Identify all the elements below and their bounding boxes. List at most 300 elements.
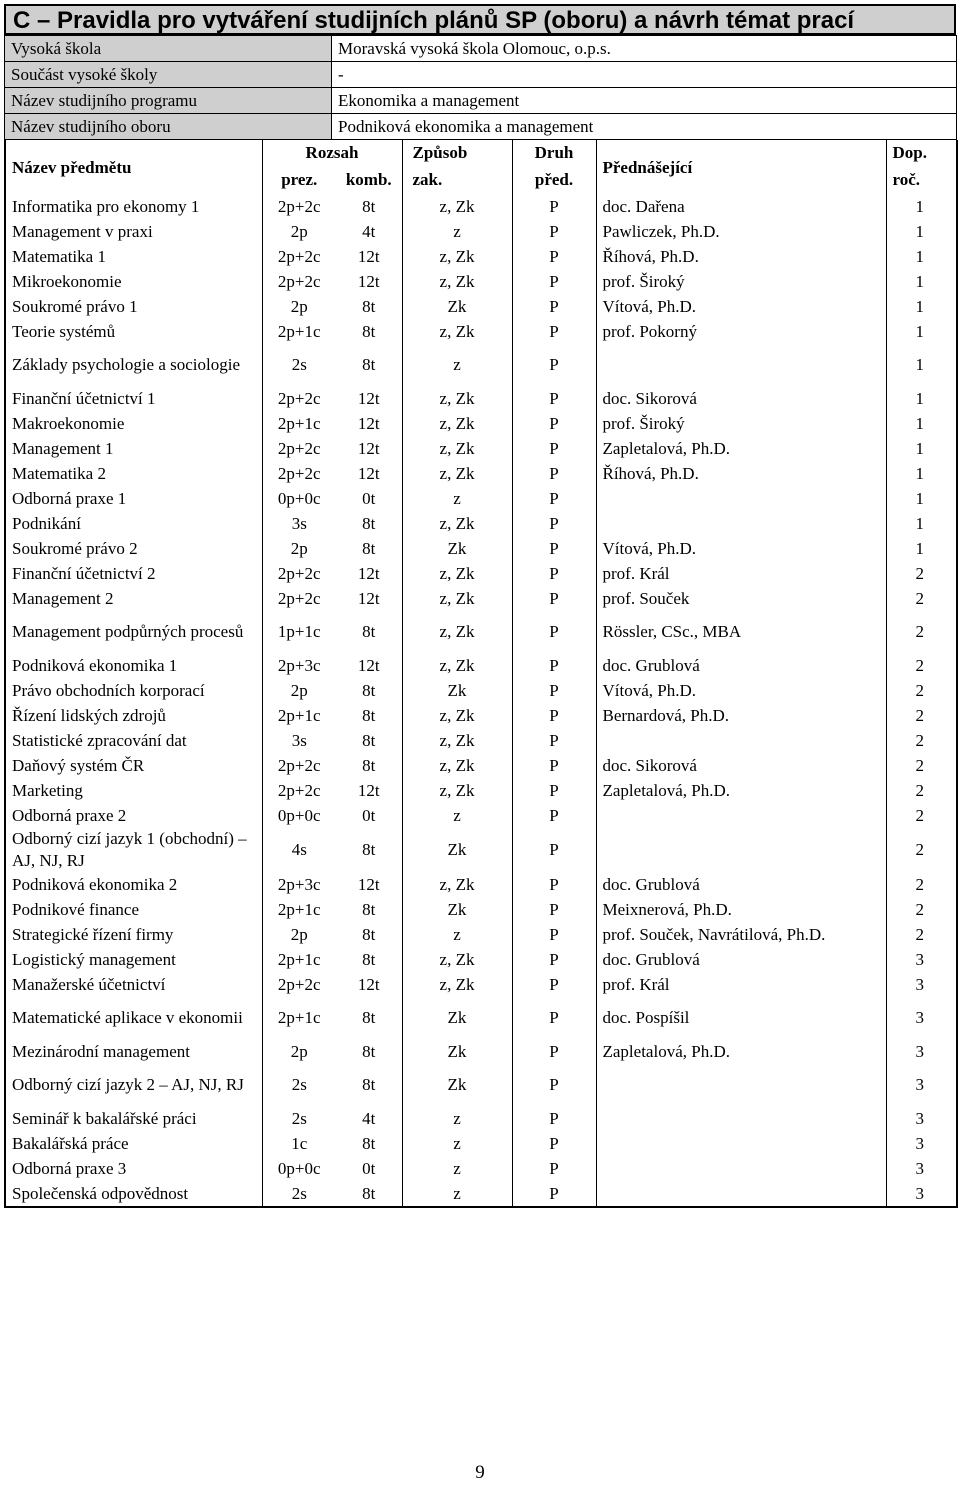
- subject-scope-combined: 12t: [357, 414, 380, 433]
- subject-exam-method: z: [402, 803, 512, 828]
- subject-name: Management v praxi: [12, 222, 153, 241]
- subject-lecturer: Vítová, Ph.D.: [596, 536, 886, 561]
- subject-type: P: [512, 586, 596, 611]
- subject-scope-lecture: 2p+2c: [262, 269, 336, 294]
- header-scope: Rozsah: [262, 140, 402, 165]
- subject-lecturer: prof. Souček: [596, 586, 886, 611]
- subject-scope-combined: 8t: [362, 756, 376, 775]
- subject-scope-combined: 8t: [362, 1184, 376, 1203]
- subject-year: 1: [886, 269, 957, 294]
- subject-year: 1: [886, 411, 957, 436]
- header-subject: Název předmětu: [5, 140, 262, 194]
- subject-type: P: [512, 269, 596, 294]
- subject-scope-combined: 12t: [357, 781, 380, 800]
- subject-name: Bakalářská práce: [12, 1134, 129, 1153]
- subject-exam-method: z: [402, 922, 512, 947]
- table-row: [5, 511, 957, 536]
- subject-name: Mikroekonomie: [12, 272, 122, 291]
- subject-scope-lecture: 1c: [262, 1131, 336, 1156]
- subject-year: 2: [886, 586, 957, 611]
- subject-name: Odborná praxe 1: [12, 489, 127, 508]
- subject-scope-combined: 8t: [362, 925, 376, 944]
- table-row: [5, 1106, 957, 1131]
- subject-exam-method: z, Zk: [402, 244, 512, 269]
- subject-type: P: [512, 219, 596, 244]
- subject-type: P: [512, 972, 596, 997]
- subject-scope-lecture: 2p+1c: [262, 947, 336, 972]
- table-row: [5, 678, 957, 703]
- subject-scope-lecture: 2s: [262, 1064, 336, 1106]
- table-row: [5, 997, 957, 1039]
- header-type-1: Druh: [512, 140, 596, 165]
- subject-scope-combined: 8t: [362, 539, 376, 558]
- subject-year: 3: [886, 1039, 957, 1064]
- subject-lecturer: Zapletalová, Ph.D.: [596, 436, 886, 461]
- subject-exam-method: z, Zk: [402, 561, 512, 586]
- subject-exam-method: Zk: [402, 897, 512, 922]
- header-type-2: před.: [512, 165, 596, 194]
- subject-name: Management podpůrných procesů: [12, 622, 244, 641]
- info-value: -: [332, 62, 957, 88]
- info-label: Vysoká škola: [5, 36, 332, 62]
- subject-year: 1: [886, 194, 957, 219]
- subject-scope-lecture: 2p+1c: [262, 997, 336, 1039]
- subject-exam-method: z: [402, 219, 512, 244]
- subject-name: Marketing: [12, 781, 83, 800]
- subject-exam-method: z, Zk: [402, 753, 512, 778]
- subject-lecturer: doc. Grublová: [596, 947, 886, 972]
- subject-scope-lecture: 3s: [262, 511, 336, 536]
- subject-lecturer: [596, 511, 886, 536]
- subject-lecturer: [596, 344, 886, 386]
- subject-type: P: [512, 319, 596, 344]
- subject-name: Odborný cizí jazyk 1 (obchodní) – AJ, NJ, RJ: [12, 829, 247, 870]
- subject-scope-lecture: 2p+2c: [262, 436, 336, 461]
- subject-year: 2: [886, 778, 957, 803]
- program-info-table: [4, 35, 957, 140]
- subject-scope-lecture: 2p: [262, 294, 336, 319]
- subject-name: Daňový systém ČR: [12, 756, 145, 775]
- subject-lecturer: doc. Sikorová: [596, 753, 886, 778]
- table-row: [5, 611, 957, 653]
- subject-name: Řízení lidských zdrojů: [12, 706, 166, 725]
- subject-lecturer: Zapletalová, Ph.D.: [596, 1039, 886, 1064]
- subject-type: P: [512, 244, 596, 269]
- subject-name: Matematika 2: [12, 464, 106, 483]
- subject-year: 1: [886, 344, 957, 386]
- subject-exam-method: z: [402, 1106, 512, 1131]
- header-scope-combined: komb.: [336, 165, 402, 194]
- subject-lecturer: doc. Dařena: [596, 194, 886, 219]
- subject-scope-lecture: 2p+2c: [262, 461, 336, 486]
- table-row: [5, 586, 957, 611]
- table-row: [5, 753, 957, 778]
- subject-exam-method: z: [402, 1131, 512, 1156]
- subject-scope-lecture: 2p+2c: [262, 586, 336, 611]
- subject-scope-lecture: 2p+2c: [262, 778, 336, 803]
- subject-year: 3: [886, 997, 957, 1039]
- table-row: [5, 1064, 957, 1106]
- subject-name: Finanční účetnictví 1: [12, 389, 156, 408]
- subject-scope-combined: 8t: [362, 681, 376, 700]
- subject-year: 1: [886, 511, 957, 536]
- subject-type: P: [512, 1064, 596, 1106]
- subject-type: P: [512, 1106, 596, 1131]
- subject-exam-method: z, Zk: [402, 611, 512, 653]
- info-label: Název studijního programu: [5, 88, 332, 114]
- subject-scope-combined: 12t: [357, 589, 380, 608]
- subject-scope-lecture: 2p+2c: [262, 244, 336, 269]
- subject-scope-lecture: 2p+2c: [262, 972, 336, 997]
- subject-scope-lecture: 2p: [262, 1039, 336, 1064]
- subject-exam-method: z: [402, 486, 512, 511]
- subject-lecturer: Rössler, CSc., MBA: [596, 611, 886, 653]
- subject-type: P: [512, 728, 596, 753]
- subject-lecturer: Říhová, Ph.D.: [596, 244, 886, 269]
- table-row: [5, 561, 957, 586]
- subject-type: P: [512, 1181, 596, 1207]
- subject-scope-combined: 12t: [357, 975, 380, 994]
- subject-year: 2: [886, 703, 957, 728]
- subject-scope-combined: 8t: [362, 900, 376, 919]
- subject-type: P: [512, 872, 596, 897]
- subject-lecturer: Meixnerová, Ph.D.: [596, 897, 886, 922]
- subject-exam-method: z, Zk: [402, 269, 512, 294]
- table-row: [5, 828, 957, 872]
- subject-name: Seminář k bakalářské práci: [12, 1109, 197, 1128]
- subject-scope-combined: 4t: [362, 222, 376, 241]
- subject-name: Právo obchodních korporací: [12, 681, 205, 700]
- subject-scope-combined: 12t: [357, 564, 380, 583]
- subject-lecturer: [596, 1181, 886, 1207]
- subject-exam-method: z: [402, 344, 512, 386]
- subject-exam-method: z, Zk: [402, 411, 512, 436]
- subject-lecturer: Zapletalová, Ph.D.: [596, 778, 886, 803]
- table-row: [5, 1039, 957, 1064]
- table-row: [5, 461, 957, 486]
- subject-year: 1: [886, 319, 957, 344]
- subject-lecturer: [596, 1106, 886, 1131]
- subject-scope-combined: 8t: [362, 731, 376, 750]
- subject-year: 1: [886, 536, 957, 561]
- subject-name: Odborný cizí jazyk 2 – AJ, NJ, RJ: [12, 1075, 244, 1094]
- subject-exam-method: z, Zk: [402, 947, 512, 972]
- table-row: [5, 244, 957, 269]
- subject-scope-lecture: 4s: [262, 828, 336, 872]
- subject-type: P: [512, 386, 596, 411]
- subject-name: Strategické řízení firmy: [12, 925, 174, 944]
- subject-scope-lecture: 2s: [262, 344, 336, 386]
- subject-exam-method: Zk: [402, 1039, 512, 1064]
- subject-year: 3: [886, 972, 957, 997]
- subject-year: 3: [886, 947, 957, 972]
- subject-lecturer: [596, 1131, 886, 1156]
- subject-scope-combined: 8t: [362, 1042, 376, 1061]
- subject-type: P: [512, 947, 596, 972]
- subject-type: P: [512, 344, 596, 386]
- subject-name: Společenská odpovědnost: [12, 1184, 189, 1203]
- subject-exam-method: Zk: [402, 997, 512, 1039]
- info-label: Součást vysoké školy: [5, 62, 332, 88]
- subject-name: Podniková ekonomika 1: [12, 656, 178, 675]
- subject-scope-combined: 12t: [357, 272, 380, 291]
- subject-scope-lecture: 2p+1c: [262, 703, 336, 728]
- info-value: Podniková ekonomika a management: [332, 114, 957, 140]
- subject-year: 2: [886, 922, 957, 947]
- subject-exam-method: Zk: [402, 828, 512, 872]
- section-title: C – Pravidla pro vytváření studijních plánů SP (oboru) a návrh témat prací: [4, 4, 956, 35]
- subject-type: P: [512, 653, 596, 678]
- subject-scope-combined: 0t: [362, 489, 376, 508]
- subject-scope-combined: 8t: [362, 622, 376, 641]
- subject-type: P: [512, 294, 596, 319]
- table-row: [5, 194, 957, 219]
- subject-scope-lecture: 0p+0c: [262, 486, 336, 511]
- subject-lecturer: [596, 1156, 886, 1181]
- subject-lecturer: [596, 803, 886, 828]
- table-row: [5, 897, 957, 922]
- table-row: [5, 922, 957, 947]
- subject-year: 2: [886, 728, 957, 753]
- subject-type: P: [512, 1039, 596, 1064]
- table-row: [5, 436, 957, 461]
- subject-scope-combined: 12t: [357, 875, 380, 894]
- subject-exam-method: z: [402, 1181, 512, 1207]
- subject-scope-combined: 12t: [357, 247, 380, 266]
- table-row: [5, 386, 957, 411]
- subject-exam-method: z, Zk: [402, 778, 512, 803]
- subject-type: P: [512, 194, 596, 219]
- subject-scope-combined: 8t: [362, 706, 376, 725]
- table-row: [5, 319, 957, 344]
- subject-scope-lecture: 2p+2c: [262, 753, 336, 778]
- subject-name: Makroekonomie: [12, 414, 125, 433]
- subject-scope-lecture: 0p+0c: [262, 1156, 336, 1181]
- subject-scope-lecture: 2p: [262, 219, 336, 244]
- subject-type: P: [512, 1131, 596, 1156]
- table-row: [5, 703, 957, 728]
- info-row: [5, 36, 957, 62]
- table-row: [5, 536, 957, 561]
- header-year-2: roč.: [886, 165, 957, 194]
- subject-scope-lecture: 2p+2c: [262, 386, 336, 411]
- subject-scope-lecture: 0p+0c: [262, 803, 336, 828]
- document: [4, 4, 956, 1208]
- subject-exam-method: Zk: [402, 294, 512, 319]
- subject-name: Soukromé právo 1: [12, 297, 138, 316]
- subject-exam-method: z, Zk: [402, 436, 512, 461]
- subject-year: 2: [886, 753, 957, 778]
- subject-scope-combined: 12t: [357, 439, 380, 458]
- subject-lecturer: doc. Grublová: [596, 872, 886, 897]
- table-row: [5, 294, 957, 319]
- subject-lecturer: prof. Široký: [596, 411, 886, 436]
- subject-year: 2: [886, 872, 957, 897]
- subject-scope-combined: 8t: [362, 1008, 376, 1027]
- subject-scope-combined: 8t: [362, 322, 376, 341]
- subject-name: Matematické aplikace v ekonomii: [12, 1008, 243, 1027]
- header-lecturer: Přednášející: [596, 140, 886, 194]
- subject-type: P: [512, 703, 596, 728]
- subjects-table: [4, 140, 958, 1208]
- subject-scope-combined: 8t: [362, 950, 376, 969]
- info-row: [5, 62, 957, 88]
- subject-exam-method: Zk: [402, 536, 512, 561]
- subject-exam-method: z, Zk: [402, 194, 512, 219]
- subject-scope-combined: 4t: [362, 1109, 376, 1128]
- subject-exam-method: z, Zk: [402, 972, 512, 997]
- subject-type: P: [512, 561, 596, 586]
- subject-year: 1: [886, 294, 957, 319]
- subject-scope-combined: 12t: [357, 464, 380, 483]
- subject-scope-combined: 8t: [362, 197, 376, 216]
- subject-type: P: [512, 778, 596, 803]
- table-row: [5, 411, 957, 436]
- subject-scope-combined: 8t: [362, 1075, 376, 1094]
- subject-year: 1: [886, 461, 957, 486]
- subject-name: Finanční účetnictví 2: [12, 564, 156, 583]
- subject-type: P: [512, 411, 596, 436]
- subject-exam-method: z, Zk: [402, 728, 512, 753]
- subject-lecturer: [596, 828, 886, 872]
- table-row: [5, 653, 957, 678]
- subject-year: 2: [886, 561, 957, 586]
- subject-scope-lecture: 2p+3c: [262, 872, 336, 897]
- subject-scope-lecture: 2p+3c: [262, 653, 336, 678]
- subject-name: Základy psychologie a sociologie: [12, 355, 241, 374]
- subject-year: 2: [886, 897, 957, 922]
- subject-lecturer: Vítová, Ph.D.: [596, 678, 886, 703]
- subject-lecturer: [596, 728, 886, 753]
- subject-type: P: [512, 486, 596, 511]
- subject-name: Management 1: [12, 439, 114, 458]
- subject-year: 2: [886, 828, 957, 872]
- table-row: [5, 872, 957, 897]
- subject-lecturer: Vítová, Ph.D.: [596, 294, 886, 319]
- subject-year: 2: [886, 611, 957, 653]
- subject-name: Odborná praxe 2: [12, 806, 127, 825]
- subject-name: Teorie systémů: [12, 322, 116, 341]
- subject-type: P: [512, 1156, 596, 1181]
- subject-scope-combined: 8t: [362, 840, 376, 859]
- info-label: Název studijního oboru: [5, 114, 332, 140]
- subject-scope-lecture: 2s: [262, 1181, 336, 1207]
- subject-exam-method: z, Zk: [402, 511, 512, 536]
- subject-exam-method: z, Zk: [402, 461, 512, 486]
- header-scope-lecture: prez.: [262, 165, 336, 194]
- info-row: [5, 114, 957, 140]
- subject-name: Podnikání: [12, 514, 81, 533]
- subject-year: 2: [886, 653, 957, 678]
- subject-scope-lecture: 2p: [262, 922, 336, 947]
- subject-name: Soukromé právo 2: [12, 539, 138, 558]
- subject-type: P: [512, 678, 596, 703]
- subject-exam-method: z: [402, 1156, 512, 1181]
- table-row: [5, 778, 957, 803]
- subject-exam-method: z, Zk: [402, 586, 512, 611]
- subject-scope-combined: 8t: [362, 355, 376, 374]
- subject-type: P: [512, 461, 596, 486]
- subject-lecturer: [596, 486, 886, 511]
- subject-scope-combined: 0t: [362, 806, 376, 825]
- subject-type: P: [512, 436, 596, 461]
- subject-lecturer: Pawliczek, Ph.D.: [596, 219, 886, 244]
- header-method-2: zak.: [402, 165, 512, 194]
- subject-type: P: [512, 611, 596, 653]
- subject-exam-method: z, Zk: [402, 653, 512, 678]
- subject-scope-lecture: 2s: [262, 1106, 336, 1131]
- table-row: [5, 344, 957, 386]
- subject-scope-lecture: 1p+1c: [262, 611, 336, 653]
- table-row: [5, 972, 957, 997]
- subject-type: P: [512, 511, 596, 536]
- subject-lecturer: prof. Král: [596, 972, 886, 997]
- table-row: [5, 1156, 957, 1181]
- subject-year: 1: [886, 386, 957, 411]
- subject-type: P: [512, 536, 596, 561]
- subject-scope-lecture: 2p+2c: [262, 194, 336, 219]
- subject-scope-combined: 8t: [362, 1134, 376, 1153]
- subject-scope-lecture: 2p+1c: [262, 411, 336, 436]
- header-year-1: Dop.: [886, 140, 957, 165]
- subject-scope-combined: 12t: [357, 656, 380, 675]
- page-number: 9: [475, 1462, 485, 1483]
- subject-type: P: [512, 997, 596, 1039]
- subject-scope-combined: 12t: [357, 389, 380, 408]
- subject-scope-combined: 8t: [362, 297, 376, 316]
- subject-scope-combined: 0t: [362, 1159, 376, 1178]
- subject-scope-lecture: 3s: [262, 728, 336, 753]
- subject-exam-method: z, Zk: [402, 386, 512, 411]
- subject-name: Logistický management: [12, 950, 176, 969]
- subject-type: P: [512, 753, 596, 778]
- subject-lecturer: Bernardová, Ph.D.: [596, 703, 886, 728]
- subject-scope-lecture: 2p+1c: [262, 897, 336, 922]
- subject-year: 3: [886, 1106, 957, 1131]
- subject-exam-method: z, Zk: [402, 703, 512, 728]
- subject-year: 1: [886, 244, 957, 269]
- subject-lecturer: prof. Souček, Navrátilová, Ph.D.: [596, 922, 886, 947]
- subject-exam-method: Zk: [402, 678, 512, 703]
- info-row: [5, 88, 957, 114]
- subject-lecturer: Říhová, Ph.D.: [596, 461, 886, 486]
- subject-year: 1: [886, 219, 957, 244]
- subject-year: 2: [886, 803, 957, 828]
- table-row: [5, 1131, 957, 1156]
- subject-year: 3: [886, 1156, 957, 1181]
- subject-year: 2: [886, 678, 957, 703]
- subject-scope-lecture: 2p: [262, 678, 336, 703]
- info-value: Moravská vysoká škola Olomouc, o.p.s.: [332, 36, 957, 62]
- info-value: Ekonomika a management: [332, 88, 957, 114]
- subject-lecturer: [596, 1064, 886, 1106]
- subject-lecturer: doc. Pospíšil: [596, 997, 886, 1039]
- table-row: [5, 947, 957, 972]
- subject-name: Podnikové finance: [12, 900, 139, 919]
- header-method-1: Způsob: [402, 140, 512, 165]
- table-row: [5, 269, 957, 294]
- subject-name: Podniková ekonomika 2: [12, 875, 178, 894]
- subject-lecturer: doc. Grublová: [596, 653, 886, 678]
- subject-lecturer: prof. Široký: [596, 269, 886, 294]
- table-row: [5, 803, 957, 828]
- subject-scope-lecture: 2p+1c: [262, 319, 336, 344]
- subject-type: P: [512, 922, 596, 947]
- subject-year: 3: [886, 1181, 957, 1207]
- subject-lecturer: doc. Sikorová: [596, 386, 886, 411]
- subject-year: 3: [886, 1064, 957, 1106]
- subject-year: 1: [886, 486, 957, 511]
